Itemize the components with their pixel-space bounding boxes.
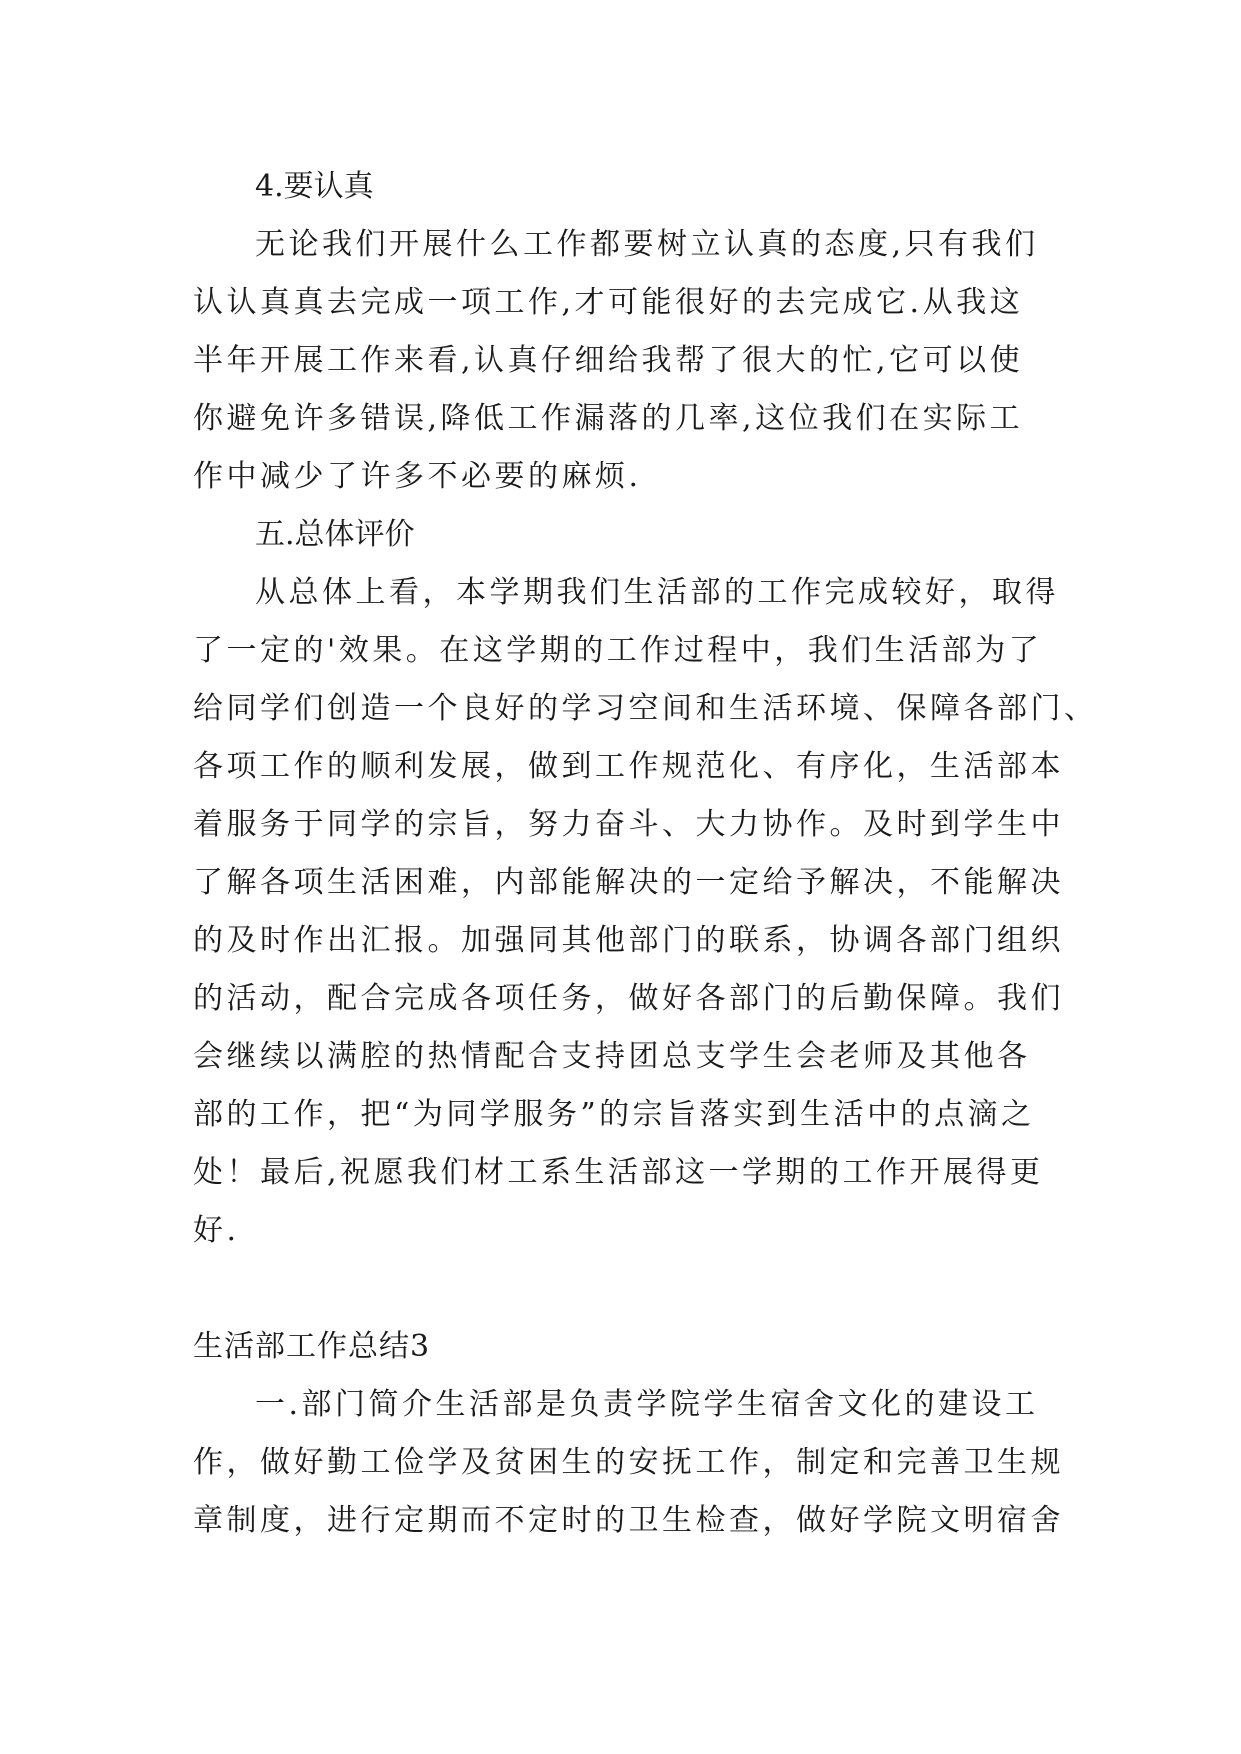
paragraph-line: 作，做好勤工俭学及贫困生的安抚工作，制定和完善卫生规 [193, 1445, 1064, 1480]
paragraph-line: 处！最后,祝愿我们材工系生活部这一学期的工作开展得更 [193, 1155, 1044, 1190]
paragraph-line: 会继续以满腔的热情配合支持团总支学生会老师及其他各 [193, 1039, 1031, 1074]
paragraph-line: 的及时作出汇报。加强同其他部门的联系，协调各部门组织 [193, 923, 1064, 958]
paragraph-line: 认认真真去完成一项工作,才可能很好的去完成它.从我这 [193, 285, 1024, 320]
document-section-title: 生活部工作总结3 [193, 1329, 431, 1364]
paragraph-line: 无论我们开展什么工作都要树立认真的态度,只有我们 [255, 227, 1039, 262]
section-heading-serious: 4.要认真 [255, 169, 374, 204]
document-page [193, 158, 1098, 1550]
paragraph-line: 章制度，进行定期而不定时的卫生检查，做好学院文明宿舍 [193, 1503, 1064, 1538]
paragraph-line: 一.部门简介生活部是负责学院学生宿舍文化的建设工 [255, 1387, 1039, 1422]
section-heading-overall: 五.总体评价 [255, 517, 415, 552]
paragraph-line: 半年开展工作来看,认真仔细给我帮了很大的忙,它可以使 [193, 343, 1024, 378]
paragraph-serious [193, 216, 1053, 506]
paragraph-line: 的活动，配合完成各项任务，做好各部门的后勤保障。我们 [193, 981, 1064, 1016]
paragraph-line: 了一定的'效果。在这学期的工作过程中，我们生活部为了 [193, 633, 1043, 668]
paragraph-line: 作中减少了许多不必要的麻烦. [193, 459, 642, 494]
paragraph-line: 着服务于同学的宗旨，努力奋斗、大力协作。及时到学生中 [193, 807, 1064, 842]
paragraph-line: 好. [193, 1213, 240, 1248]
paragraph-line: 从总体上看，本学期我们生活部的工作完成较好，取得 [255, 575, 1059, 610]
paragraph-line: 部的工作，把“为同学服务”的宗旨落实到生活中的点滴之 [193, 1097, 1035, 1132]
paragraph-intro [193, 1376, 1064, 1550]
paragraph-overall [193, 564, 1098, 1260]
paragraph-line: 给同学们创造一个良好的学习空间和生活环境、保障各部门、 [193, 691, 1098, 726]
paragraph-line: 各项工作的顺利发展，做到工作规范化、有序化，生活部本 [193, 749, 1064, 784]
paragraph-line: 了解各项生活困难，内部能解决的一定给予解决，不能解决 [193, 865, 1064, 900]
paragraph-line: 你避免许多错误,降低工作漏落的几率,这位我们在实际工 [193, 401, 1024, 436]
